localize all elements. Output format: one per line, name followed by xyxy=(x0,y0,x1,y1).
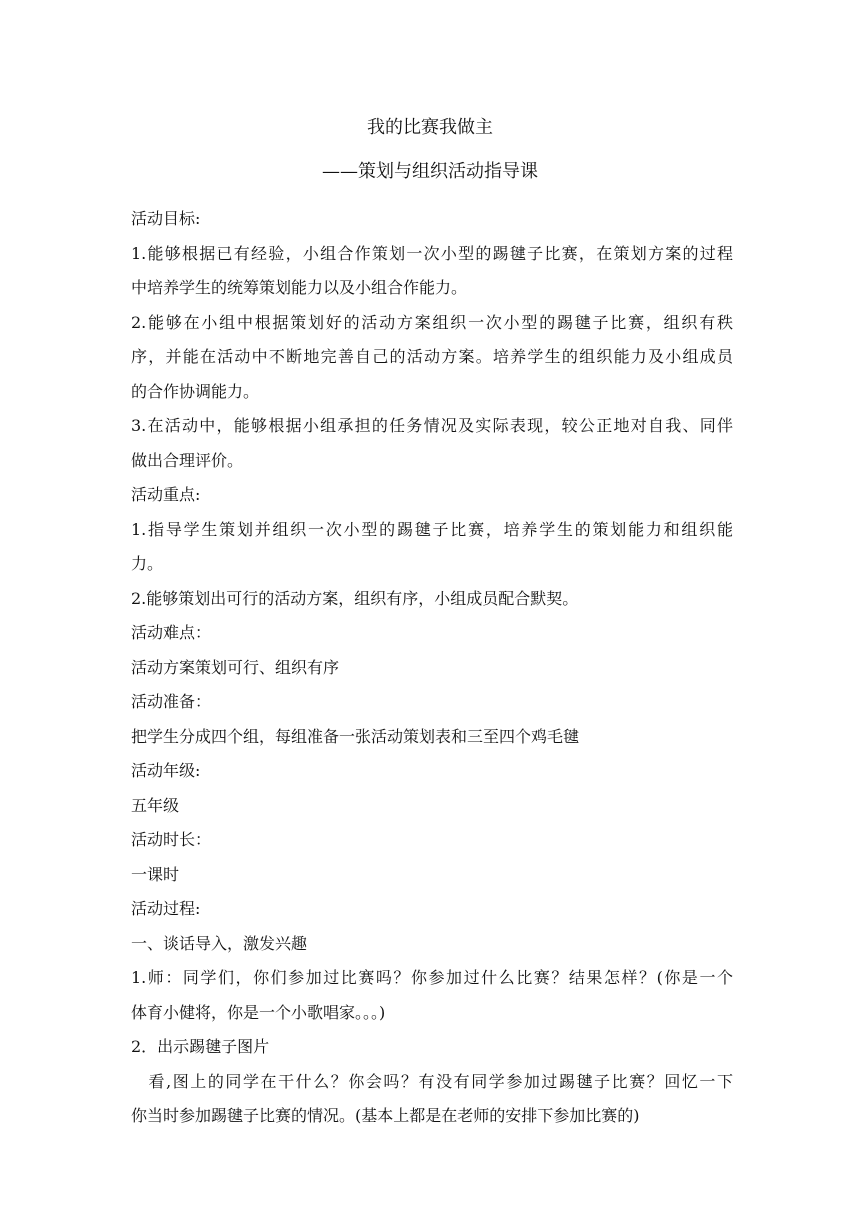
duration-text: 一课时 xyxy=(131,864,180,884)
document-title: 我的比赛我做主 xyxy=(367,117,493,138)
section-heading-preparation: 活动准备： xyxy=(131,692,212,711)
goal-2-line-2: 序，并能在活动中不断地完善自己的活动方案。培养学生的组织能力及小组成员 xyxy=(131,347,733,366)
process-step-1-item-2-text-line-1: 看,图上的同学在干什么？你会吗？有没有同学参加过踢毽子比赛？回忆一下 xyxy=(131,1071,733,1091)
section-heading-process: 活动过程: xyxy=(131,899,201,918)
process-step-1-item-2-text-line-2: 你当时参加踢毽子比赛的情况。(基本上都是在老师的安排下参加比赛的) xyxy=(131,1106,640,1125)
process-step-1-item-1-line-2: 体育小健将，你是一个小歌唱家。。。) xyxy=(131,1002,386,1022)
document-body xyxy=(131,202,733,1134)
process-step-1-heading: 一、谈话导入，激发兴趣 xyxy=(131,933,308,953)
section-heading-difficulties: 活动难点： xyxy=(131,623,212,642)
goal-2-line-3: 的合作协调能力。 xyxy=(131,381,260,401)
document-subtitle: ——策划与组织活动指导课 xyxy=(322,161,538,182)
process-step-1-item-2: 2．出示踢毽子图片 xyxy=(131,1037,270,1056)
key-point-1-line-1: 1.指导学生策划并组织一次小型的踢毽子比赛，培养学生的策划能力和组织能 xyxy=(131,519,733,539)
section-heading-key-points: 活动重点: xyxy=(131,485,201,504)
grade-text: 五年级 xyxy=(131,795,180,815)
goal-3-line-2: 做出合理评价。 xyxy=(131,450,244,470)
process-step-1-item-1-line-1: 1.师：同学们，你们参加过比赛吗？你参加过什么比赛？结果怎样？(你是一个 xyxy=(131,968,733,987)
goal-1-line-2: 中培养学生的统筹策划能力以及小组合作能力。 xyxy=(131,278,468,297)
section-heading-grade: 活动年级: xyxy=(131,761,201,780)
section-heading-goals: 活动目标: xyxy=(131,209,201,228)
difficulties-text: 活动方案策划可行、组织有序 xyxy=(131,657,340,677)
preparation-text: 把学生分成四个组，每组准备一张活动策划表和三至四个鸡毛毽 xyxy=(131,726,580,746)
section-heading-duration: 活动时长： xyxy=(131,830,212,849)
key-point-2: 2.能够策划出可行的活动方案，组织有序，小组成员配合默契。 xyxy=(131,588,579,608)
goal-3-line-1: 3.在活动中，能够根据小组承担的任务情况及实际表现，较公正地对自我、同伴 xyxy=(131,416,733,435)
goal-2-line-1: 2.能够在小组中根据策划好的活动方案组织一次小型的踢毽子比赛，组织有秩 xyxy=(131,312,733,332)
key-point-1-line-2: 力。 xyxy=(131,554,164,573)
goal-1-line-1: 1.能够根据已有经验，小组合作策划一次小型的踢毽子比赛，在策划方案的过程 xyxy=(131,243,733,263)
